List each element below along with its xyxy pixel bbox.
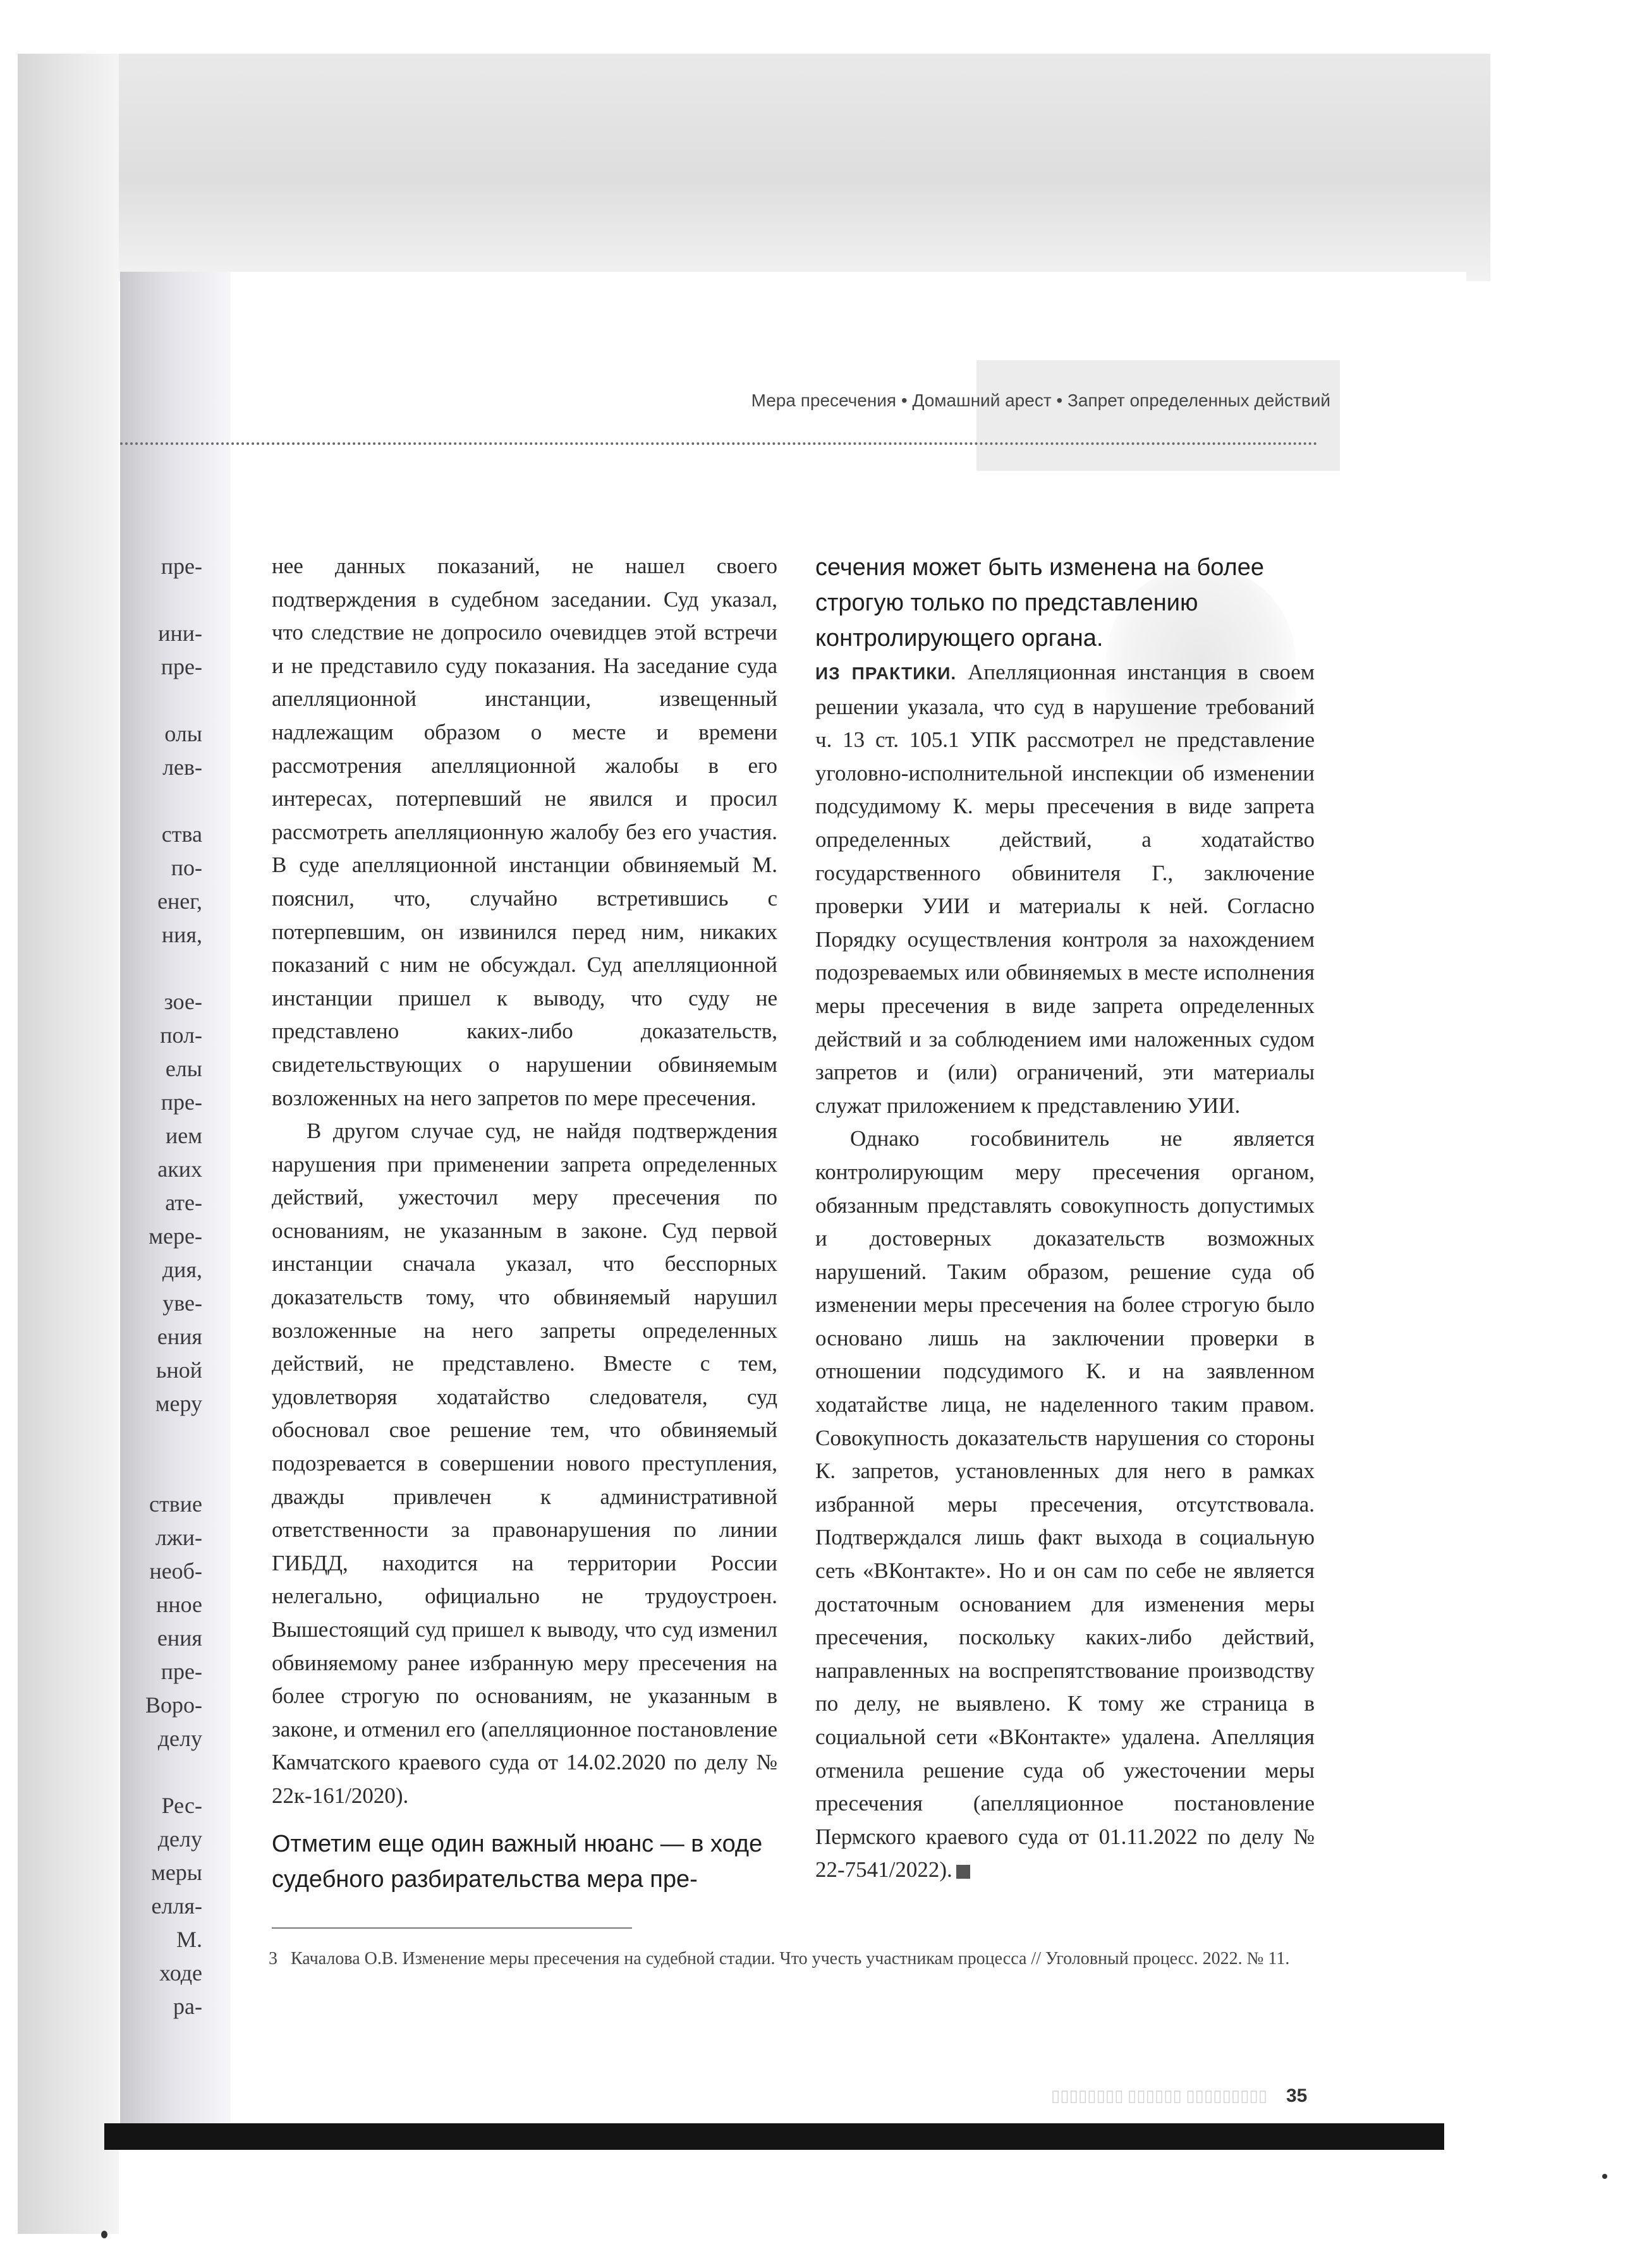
bleed-line: ини-	[158, 621, 202, 646]
bleed-line: делу	[157, 1726, 202, 1751]
bleed-line: зое-	[164, 989, 202, 1014]
practice-text: Апелляционная инстанция в своем решении указала, что суд в нарушение требований ч. 13 ст. 105.1 УПК рассмотрел не представление уголовно-исполнительной инспекции об изменении подсудимому К. меры пресечения в виде запрета определенных действий, а ходатайство государственного обвинителя Г., заключение проверки УИИ и материалы к ней. Согласно Порядку осуществления контроля за нахождением подозреваемых или обвиняемых в месте исполнения меры пресечения в виде запрета определенных действий и за соблюдением ими наложенных судом запретов и (или) ограничений, эти материалы служат приложением к представлению УИИ.	[815, 660, 1315, 1118]
bleed-line: олы	[164, 721, 202, 746]
bleed-line: ения	[157, 1324, 202, 1349]
bleed-line: ра-	[173, 1994, 202, 2019]
scan-speck	[1602, 2174, 1607, 2179]
bleed-line: уве-	[162, 1290, 202, 1316]
bleed-line: меру	[155, 1391, 202, 1416]
bleed-line: пре-	[161, 654, 202, 679]
bleed-line	[120, 1421, 202, 1454]
bleed-line: аких	[157, 1156, 202, 1182]
practice-paragraph	[815, 656, 1315, 1122]
bleed-line: по-	[171, 855, 202, 880]
right-column	[815, 550, 1315, 1887]
bleed-line	[120, 1454, 202, 1488]
callout-start: Отметим еще один важный нюанс — в ходе судебного разбирательства мера пре-	[272, 1831, 763, 1893]
bleed-line	[120, 952, 202, 985]
footnote-rule	[272, 1927, 632, 1929]
bleed-line: нное	[156, 1592, 202, 1617]
bleed-line: Воро-	[145, 1692, 202, 1718]
ghost-footer-bleed: ▯▯▯▯▯▯▯▯ ▯▯▯▯▯▯ ▯▯▯▯▯▯▯▯▯	[1050, 2087, 1267, 2105]
scan-shadow-top	[18, 54, 1490, 281]
callout-end: сечения может быть изменена на более строгую только по представлению контролирующего органа.	[815, 554, 1264, 652]
scan-speck	[101, 2231, 107, 2238]
bleed-line: лев-	[162, 755, 202, 780]
scan-bottom-edge	[104, 2123, 1444, 2150]
bleed-line: меры	[151, 1860, 202, 1885]
bleed-line: ате-	[165, 1190, 202, 1215]
header-dotted-rule	[120, 442, 1318, 445]
footnote-text: Качалова О.В. Изменение меры пресечения на судебной стадии. Что учесть участникам процесса // Уголовный процесс. 2022. № 11.	[291, 1949, 1290, 1968]
page-number: 35	[1286, 2085, 1308, 2106]
bleed-line: пре-	[161, 1659, 202, 1684]
bleed-line: ьной	[156, 1357, 202, 1383]
bleed-line: делу	[157, 1826, 202, 1852]
footnote	[269, 1946, 1315, 1972]
practice-label: ИЗ ПРАКТИКИ.	[815, 664, 957, 683]
bleed-line: елы	[165, 1056, 202, 1081]
end-of-article-mark	[956, 1865, 970, 1879]
bleed-line: пре-	[161, 1089, 202, 1115]
bleed-line: ния,	[161, 922, 202, 947]
bleed-line: ства	[161, 822, 202, 847]
bleed-line: дия,	[162, 1257, 202, 1282]
left-column	[272, 550, 777, 1813]
bleed-line: ходе	[159, 1960, 202, 1986]
running-head-background	[976, 360, 1340, 471]
left-paragraph-2: В другом случае суд, не найдя подтверждения нарушения при применении запрета определенных действий, ужесточил меру пресечения по основаниям, не указанным в законе. Суд первой инстанции сначала указал, что бесспорных доказательств тому, что обвиняемый нарушил возложенные на него запреты определенных действий, не представлено. Вместе с тем, удовлетворяя ходатайство следователя, суд обосновал свое решение тем, что обвиняемый подозревается в совершении нового преступления, дважды привлечен к административной ответственности за правонарушения по линии ГИБДД, находится на территории России нелегально, официально не трудоустроен. Вышестоящий суд пришел к выводу, что суд изменил обвиняемому ранее избранную меру пресечения на более строгую по основаниям, не указанным в законе, и отменил его (апелляционное постановление Камчатского краевого суда от 14.02.2020 по делу № 22к-161/2020).	[272, 1119, 777, 1808]
bleed-line: пол-	[160, 1022, 202, 1048]
footnote-number: 3	[269, 1949, 277, 1968]
bleed-line	[120, 583, 202, 617]
right-paragraph-2-text: Однако гособвинитель не является контролирующим меру пресечения органом, обязанным представлять совокупность допустимых и достоверных доказательств возможных нарушений. Таким образом, решение суда об изменении меры пресечения на более строгую было основано лишь на заключении проверки в отношении подсудимого К. и на заявленном ходатайстве лица, не наделенного таким правом. Совокупность доказательств нарушения со стороны К. запретов, установленных для него в рамках избранной меры пресечения, отсутствовала. Подтверждался лишь факт выхода в социальную сеть «ВКонтакте». Но и он сам по себе не является достаточным основанием для изменения меры пресечения, поскольку каких-либо действий, направленных на воспрепятствование производству по делу, не выявлено. К тому же страница в социальной сети «ВКонтакте» удалена. Апелляция отменила решение суда об ужесточении меры пресечения (апелляционное постановление Пермского краевого суда от 01.11.2022 по делу № 22-7541/2022).	[815, 1126, 1315, 1883]
bleed-line: енег,	[157, 888, 202, 914]
bleed-line: елля-	[151, 1893, 202, 1919]
bleed-line: М.	[176, 1927, 202, 1952]
bleed-line: Рес-	[161, 1793, 202, 1818]
right-paragraph-2	[815, 1122, 1315, 1887]
bleed-line: ения	[157, 1625, 202, 1651]
running-head: Мера пресечения • Домашний арест • Запрет определенных действий	[751, 391, 1330, 410]
scan-shadow-left	[18, 54, 119, 2234]
bleed-line: пре-	[161, 554, 202, 579]
left-paragraph-1: нее данных показаний, не нашел своего подтверждения в судебном заседании. Суд указал, что следствие не допросило очевидцев этой встречи и не представило суду показания. На заседание суда апелляционной инстанции, извещенный надлежащим образом о месте и времени рассмотрения апелляционной жалобы в его интересах, потерпевший не явился и просил рассмотреть апелляционную жалобу без его участия. В суде апелляционной инстанции обвиняемый М. пояснил, что, случайно встретившись с потерпевшим, он извинился перед ним, никаких показаний с ним не обсуждал. Суд апелляционной инстанции пришел к выводу, что суду не представлено каких-либо доказательств, свидетельствующих о нарушении обвиняемым возложенных на него запретов по мере пресечения.	[272, 554, 777, 1110]
bleed-line: необ-	[149, 1558, 202, 1584]
bleed-line: мере-	[149, 1223, 202, 1249]
bleed-line: ием	[165, 1123, 202, 1148]
bleed-line	[120, 784, 202, 818]
bleed-line	[120, 1756, 202, 1789]
bleed-line: ствие	[149, 1491, 202, 1517]
bleed-line: лжи-	[155, 1525, 202, 1550]
bleed-line	[120, 684, 202, 717]
facing-page-bleed	[120, 550, 202, 2023]
